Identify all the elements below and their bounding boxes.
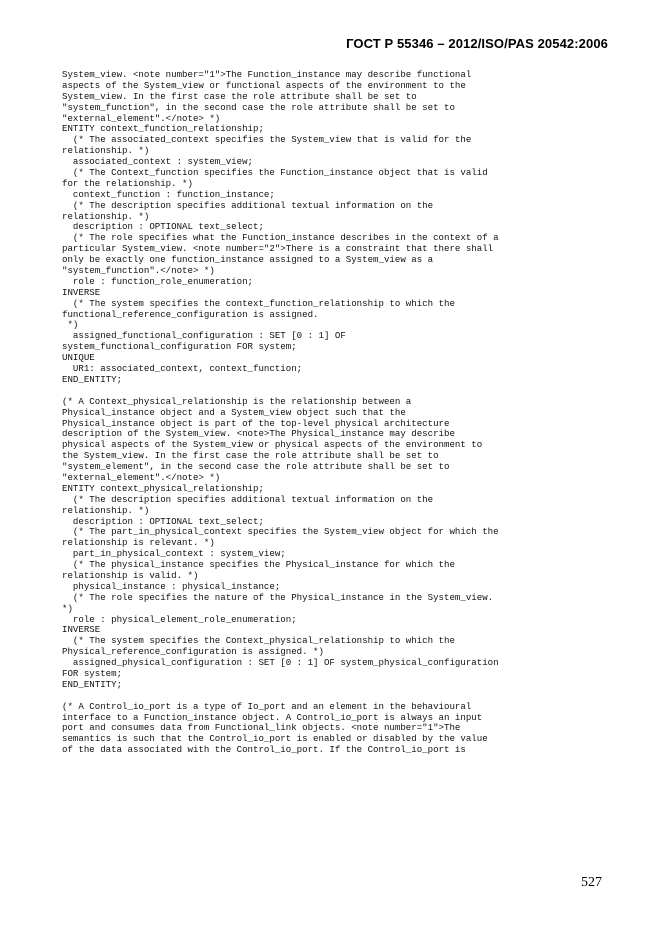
code-line: (* The system specifies the Context_physical_relationship to which the [62,635,455,647]
code-line: description : OPTIONAL text_select; [62,221,264,233]
code-line: physical aspects of the System_view or physical aspects of the environment to [62,439,483,451]
code-line: semantics is such that the Control_io_port is enabled or disabled by the value [62,733,488,745]
code-line: (* The description specifies additional textual information on the [62,199,434,211]
code-line: *) [62,602,73,614]
code-line: interface to a Function_instance object. A Control_io_port is always an input [62,711,483,723]
code-line: only be exactly one function_instance assigned to a System_view as a [62,254,434,266]
page-number: 527 [581,875,602,890]
code-line: FOR system; [62,667,123,679]
code-line: Physical_instance object and a System_view object such that the [62,406,406,418]
code-line: particular System_view. <note number="2">There is a constraint that there shall [62,243,494,255]
code-line: (* The system specifies the context_function_relationship to which the [62,297,455,309]
code-line: "external_element".</note> *) [62,471,221,483]
code-line: context_function : function_instance; [62,188,275,200]
code-line: INVERSE [62,624,101,636]
code-line: UR1: associated_context, context_function; [62,363,303,375]
code-line: relationship. *) [62,210,150,222]
code-line: END_ENTITY; [62,373,123,385]
code-line: assigned_functional_configuration : SET [0 : 1] OF [62,330,346,342]
code-line: (* A Control_io_port is a type of Io_port and an element in the behavioural [62,700,472,712]
code-line: Physical_reference_configuration is assigned. *) [62,646,324,658]
code-line: ENTITY context_function_relationship; [62,123,264,135]
code-line: (* The physical_instance specifies the Physical_instance for which the [62,559,455,571]
code-line: physical_instance : physical_instance; [62,580,281,592]
code-line: assigned_physical_configuration : SET [0 : 1] OF system_physical_configuration [62,657,499,669]
code-line: the System_view. In the first case the role attribute shall be set to [62,450,439,462]
code-line: aspects of the System_view or functional aspects of the environment to the [62,79,466,91]
code-line: UNIQUE [62,352,95,364]
code-line: System_view. <note number="1">The Function_instance may describe functional [62,69,472,80]
code-line: role : physical_element_role_enumeration; [62,613,297,625]
code-line: part_in_physical_context : system_view; [62,548,286,560]
code-line: ENTITY context_physical_relationship; [62,482,264,494]
code-line: (* The Context_function specifies the Function_instance object that is valid [62,167,488,179]
code-line: (* The associated_context specifies the System_view that is valid for the [62,134,472,146]
code-line: (* A Context_physical_relationship is the relationship between a [62,395,412,407]
code-line: description : OPTIONAL text_select; [62,515,264,527]
code-line: relationship is relevant. *) [62,537,215,549]
code-line: role : function_role_enumeration; [62,275,253,287]
code-line: (* The part_in_physical_context specifies the System_view object for which the [62,526,499,538]
code-line: (* The description specifies additional textual information on the [62,493,434,505]
code-line: relationship is valid. *) [62,569,199,581]
code-line: "external_element".</note> *) [62,112,221,124]
code-line: of the data associated with the Control_io_port. If the Control_io_port is [62,744,466,756]
code-line: System_view. In the first case the role attribute shall be set to [62,90,417,102]
code-line: (* The role specifies the nature of the Physical_instance in the System_view. [62,591,494,603]
code-line: port and consumes data from Functional_link objects. <note number="1">The [62,722,461,734]
code-line: for the relationship. *) [62,177,193,189]
code-line: Physical_instance object is part of the top-level physical architecture [62,417,450,429]
page-header: ГОСТ Р 55346 – 2012/ISO/PAS 20542:2006 [346,36,608,51]
code-line: "system_function".</note> *) [62,265,215,277]
code-line: relationship. *) [62,145,150,157]
code-line: (* The role specifies what the Function_instance describes in the context of a [62,232,499,244]
code-line: "system_function", in the second case the role attribute shall be set to [62,101,455,113]
code-line: system_functional_configuration FOR system; [62,341,297,353]
code-line: "system_element", in the second case the role attribute shall be set to [62,461,450,473]
express-code-block [62,70,602,756]
code-line: *) [62,319,79,331]
code-line: INVERSE [62,286,101,298]
code-line: associated_context : system_view; [62,156,253,168]
code-line: description of the System_view. <note>The Physical_instance may describe [62,428,455,440]
code-line: END_ENTITY; [62,678,123,690]
code-line: relationship. *) [62,504,150,516]
code-line: functional_reference_configuration is assigned. [62,308,319,320]
